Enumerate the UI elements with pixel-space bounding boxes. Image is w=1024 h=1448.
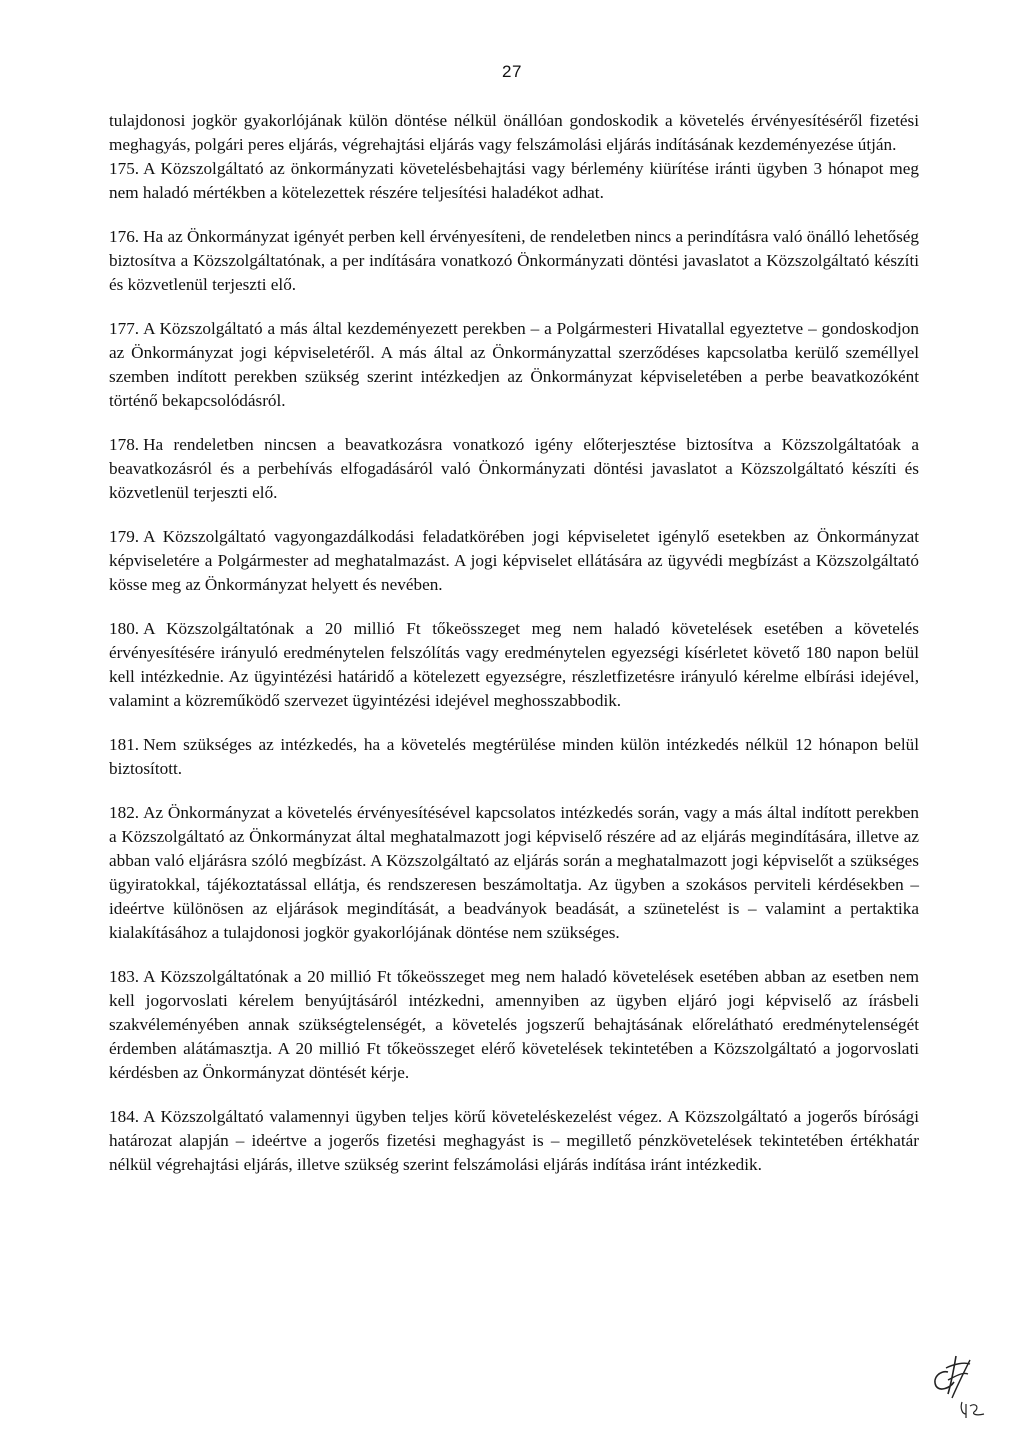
paragraph-number: 176. <box>109 227 140 246</box>
paragraph-text: A Közszolgáltatónak a 20 millió Ft tőkeösszeget meg nem haladó követelések esetében a követelés érvényesítésére irányuló eredménytelen felszólítás vagy eredménytelen egyezségi kísérletet követő 180 napon belül kell intézkednie. Az ügyintézési határidő a kötelezett egyezségre, részletfizetésre irányuló kérelme elbírási idejével, valamint a közreműködő szervezet ügyintézési idejével meghosszabbodik. <box>109 619 919 710</box>
paragraph-text: Nem szükséges az intézkedés, ha a követelés megtérülése minden külön intézkedés nélkül 12 hónapon belül biztosított. <box>109 735 919 778</box>
paragraph-text: Ha az Önkormányzat igényét perben kell érvényesíteni, de rendeletben nincs a perindításra való önálló lehetőség biztosítva a Közszolgáltatónak, a per indítására vonatkozó Önkormányzati döntési javaslatot a Közszolgáltató készíti és közvetlenül terjeszti elő. <box>109 227 919 294</box>
numbered-paragraph <box>109 225 919 297</box>
numbered-paragraph <box>109 317 919 413</box>
paragraph-number: 175. <box>109 159 140 178</box>
handwritten-signature <box>918 1342 998 1422</box>
paragraph-list <box>109 157 919 1177</box>
paragraph-number: 182. <box>109 803 140 822</box>
numbered-paragraph <box>109 617 919 713</box>
paragraph-number: 183. <box>109 967 140 986</box>
numbered-paragraph <box>109 733 919 781</box>
page-number: 27 <box>502 62 522 81</box>
numbered-paragraph <box>109 965 919 1085</box>
paragraph-number: 178. <box>109 435 140 454</box>
paragraph-text: Az Önkormányzat a követelés érvényesítésével kapcsolatos intézkedés során, vagy a más által indított perekben a Közszolgáltató az Önkormányzat által meghatalmazott jogi képviselő részére ad az eljárás megindítására, illetve az abban való eljárásra szóló megbízást. A Közszolgáltató az eljárás során a meghatalmazott jogi képviselőt a szükséges ügyiratokkal, tájékoztatással ellátja, és rendszeresen beszámoltatja. Az ügyben a szokásos perviteli kérdésekben – ideértve különösen az eljárások megindítását, a beadványok beadását, a szünetelést is – valamint a pertaktika kialakításához a tulajdonosi jogkör gyakorlójának döntése nem szükséges. <box>109 803 919 942</box>
numbered-paragraph <box>109 433 919 505</box>
document-body <box>109 109 919 1177</box>
paragraph-text: A Közszolgáltató az önkormányzati követelésbehajtási vagy bérlemény kiürítése iránti ügyben 3 hónapot meg nem haladó mértékben a kötelezettek részére teljesítési haladékot adhat. <box>109 159 919 202</box>
paragraph-text: A Közszolgáltató a más által kezdeményezett perekben – a Polgármesteri Hivatallal egyeztetve – gondoskodjon az Önkormányzat jogi képviseletéről. A más által az Önkormányzattal szerződéses kapcsolatba kerülő személlyel szemben indított perekben szükség szerint intézkedjen az Önkormányzat képviseletében a perbe beavatkozóként történő bekapcsolódásról. <box>109 319 919 410</box>
numbered-paragraph <box>109 801 919 945</box>
paragraph-number: 181. <box>109 735 140 754</box>
paragraph-number: 180. <box>109 619 140 638</box>
paragraph-number: 184. <box>109 1107 140 1126</box>
paragraph-text: A Közszolgáltatónak a 20 millió Ft tőkeösszeget meg nem haladó követelések esetében abban az esetben nem kell jogorvoslati kérelem benyújtásáról intézkedni, amennyiben az ügyben eljáró jogi képviselő az írásbeli szakvéleményében annak szükségtelenségét, a követelés jogszerű behajtásának előrelátható eredménytelenségét érdemben alátámasztja. A 20 millió Ft tőkeösszeget elérő követelések tekintetében a Közszolgáltató a jogorvoslati kérdésben az Önkormányzat döntését kérje. <box>109 967 919 1082</box>
numbered-paragraph <box>109 1105 919 1177</box>
paragraph-text: A Közszolgáltató vagyongazdálkodási feladatkörében jogi képviseletet igénylő esetekben az Önkormányzat képviseletére a Polgármester ad meghatalmazást. A jogi képviselet ellátására az ügyvédi megbízást a Közszolgáltató kösse meg az Önkormányzat helyett és nevében. <box>109 527 919 594</box>
paragraph-text: A Közszolgáltató valamennyi ügyben teljes körű követeléskezelést végez. A Közszolgáltató a jogerős bírósági határozat alapján – ideértve a jogerős fizetési meghagyást is – megillető pénzkövetelések tekintetében értékhatár nélkül végrehajtási eljárás, illetve szükség szerint felszámolási eljárás indítása iránt intézkedik. <box>109 1107 919 1174</box>
paragraph-text: Ha rendeletben nincsen a beavatkozásra vonatkozó igény előterjesztése biztosítva a Közszolgáltatóak a beavatkozásról és a perbehívás elfogadásáról való Önkormányzati döntési javaslatot a Közszolgáltató készíti és közvetlenül terjeszti elő. <box>109 435 919 502</box>
paragraph-number: 179. <box>109 527 140 546</box>
intro-paragraph: tulajdonosi jogkör gyakorlójának külön döntése nélkül önállóan gondoskodik a követelés érvényesítéséről fizetési meghagyás, polgári peres eljárás, végrehajtási eljárás vagy felszámolási eljárás indításának kezdeményezése útján. <box>109 111 919 154</box>
numbered-paragraph <box>109 157 919 205</box>
paragraph-number: 177. <box>109 319 140 338</box>
numbered-paragraph <box>109 525 919 597</box>
